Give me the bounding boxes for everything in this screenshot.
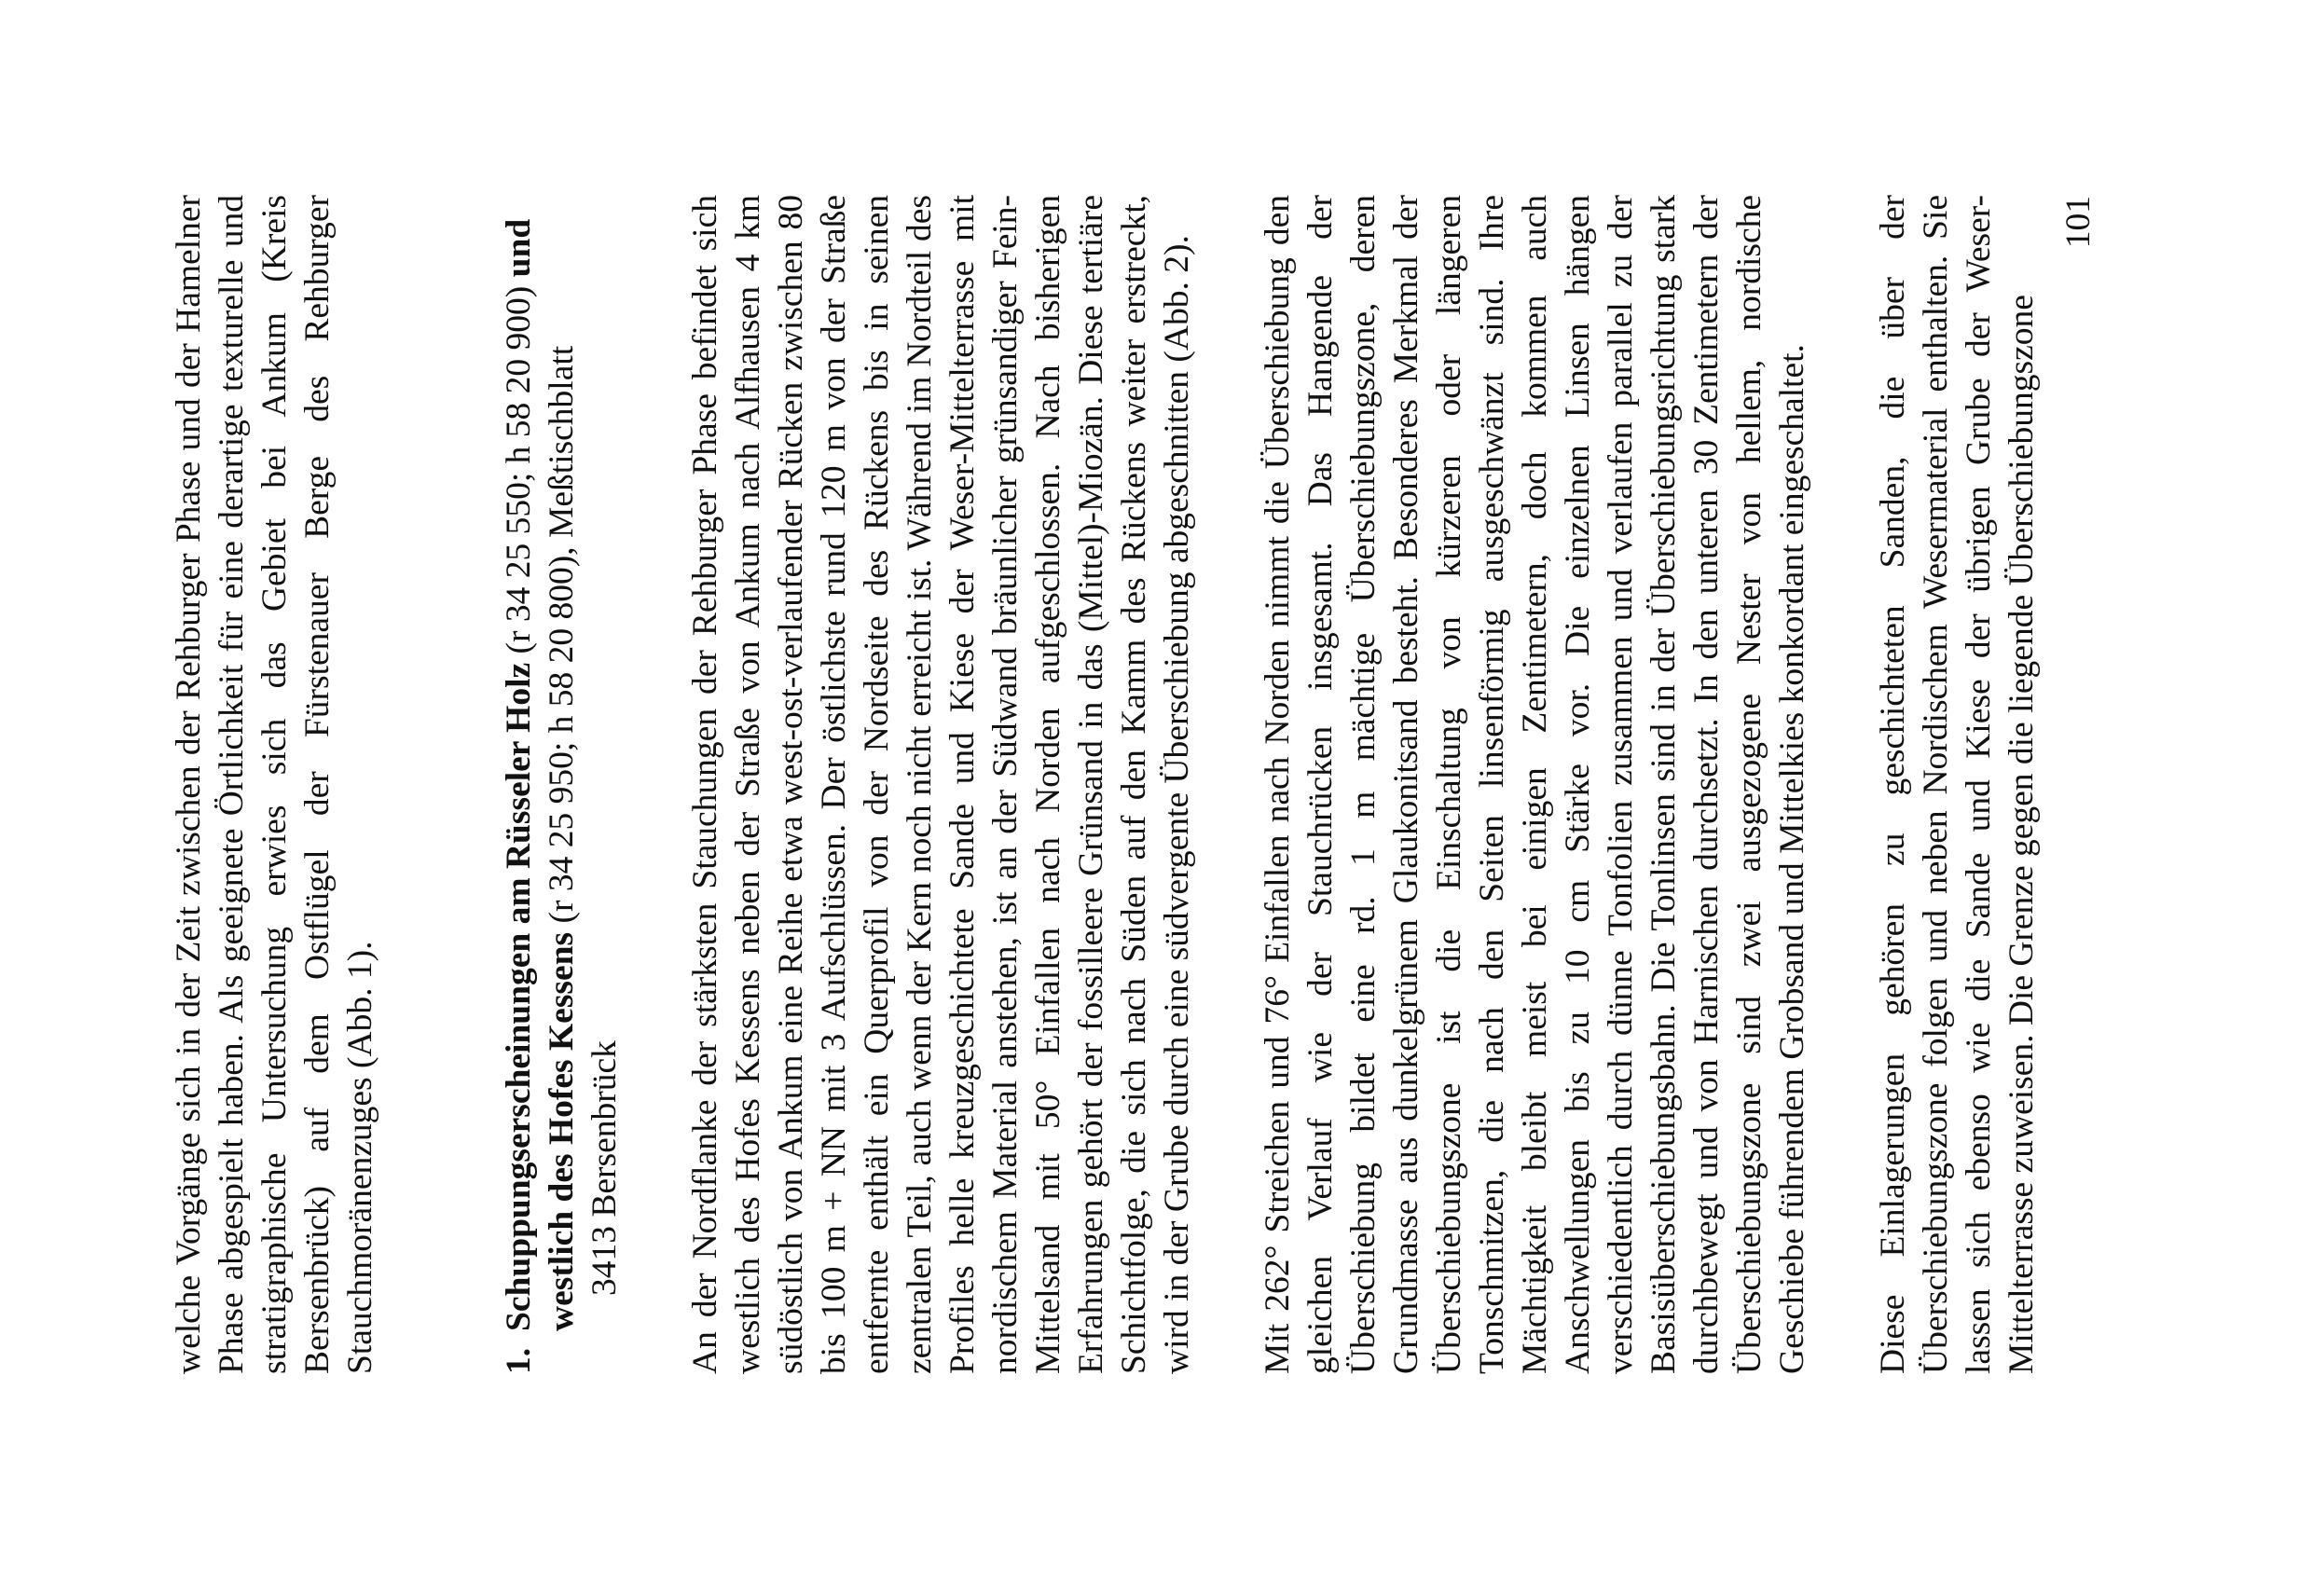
- section-coords-1: (r 34 25 550; h 58 20 900): [500, 285, 538, 663]
- section-title-bold-2: und westlich des Hofes Kessens: [500, 218, 581, 1331]
- section-number: 1.: [500, 1347, 538, 1374]
- text-body: [168, 195, 2044, 1374]
- paragraph-nordflanke: An der Nordflanke der stärksten Stauchungen der Rehburger Phase befindet sich westlich des Hofes Kessens neben der Straße von Ankum nach Alfhausen 4 km südöstlich von Ankum eine Reihe etwa west-ost-verlaufender Rücken zwischen 80 bis 100 m + NN mit 3 Aufschlüssen. Der östlichste rund 120 m von der Straße entfernte enthält ein Querprofil von der Nordseite des Rückens bis in seinen zentralen Teil, auch wenn der Kern noch nicht erreicht ist. Während im Nordteil des Profiles helle kreuzgeschichtete Sande und Kiese der Weser-Mittelterrasse mit nordischem Material anstehen, ist an der Südwand bräunlicher grünsandiger Fein-Mittelsand mit 50° Einfallen nach Norden aufgeschlossen. Nach bisherigen Erfahrungen gehört der fossilleere Grünsand in das (Mittel)-Miozän. Diese tertiäre Schichtfolge, die sich nach Süden auf den Kamm des Rückens weiter erstreckt, wird in der Grube durch eine südvergente Überschiebung abgeschnitten (Abb. 2).: [686, 195, 1196, 1374]
- paragraph-intro: welche Vorgänge sich in der Zeit zwischen der Rehburger Phase und der Hamelner Phase abgespielt haben. Als geeignete Örtlichkeit für eine derartige texturelle und stratigraphische Untersuchung erwies sich das Gebiet bei Ankum (Kreis Bersenbrück) auf dem Ostflügel der Fürstenauer Berge des Rehburger Stauchmoränenzuges (Abb. 1).: [170, 195, 379, 1374]
- section-location: 3413 Bersenbrück: [585, 1040, 624, 1296]
- section-coords-2: (r 34 25 950; h 58 20 800), Meßtischblatt: [543, 345, 581, 932]
- page-number: 101: [2059, 196, 2098, 249]
- section-heading: [498, 195, 626, 1374]
- paragraph-ueberschiebung: Mit 262° Streichen und 76° Einfallen nach Norden nimmt die Überschiebung den gleichen Verlauf wie der Stauchrücken insgesamt. Das Hangende der Überschiebung bildet eine rd. 1 m mächtige Überschiebungszone, deren Grundmasse aus dunkelgrünem Glaukonitsand besteht. Besonderes Merkmal der Überschiebungszone ist die Einschaltung von kürzeren oder längeren Tonschmitzen, die nach den Seiten linsenförmig ausgeschwänzt sind. Ihre Mächtigkeit bleibt meist bei einigen Zentimetern, doch kommen auch Anschwellungen bis zu 10 cm Stärke vor. Die einzelnen Linsen hängen verschiedentlich durch dünne Tonfolien zusammen und verlaufen parallel zu der Basisüberschiebungsbahn. Die Tonlinsen sind in der Überschiebungsrichtung stark durchbewegt und von Harnischen durchsetzt. In den unteren 30 Zentimetern der Überschiebungszone sind zwei ausgezogene Nester von hellem, nordische Geschiebe führendem Grobsand und Mittelkies konkordant eingeschaltet.: [1259, 195, 1811, 1374]
- section-title-bold-1: Schuppungserscheinungen am Rüsseler Holz: [500, 662, 538, 1331]
- section-title: [498, 195, 626, 1331]
- paragraph-einlagerungen: Diese Einlagerungen gehören zu geschichteten Sanden, die über der Überschiebungszone folgen und neben Nordischem Wesermaterial enthalten. Sie lassen sich ebenso wie die Sande und Kiese der übrigen Grube der Weser-Mittelterrasse zuweisen. Die Grenze gegen die liegende Überschiebungszone: [1874, 195, 2041, 1374]
